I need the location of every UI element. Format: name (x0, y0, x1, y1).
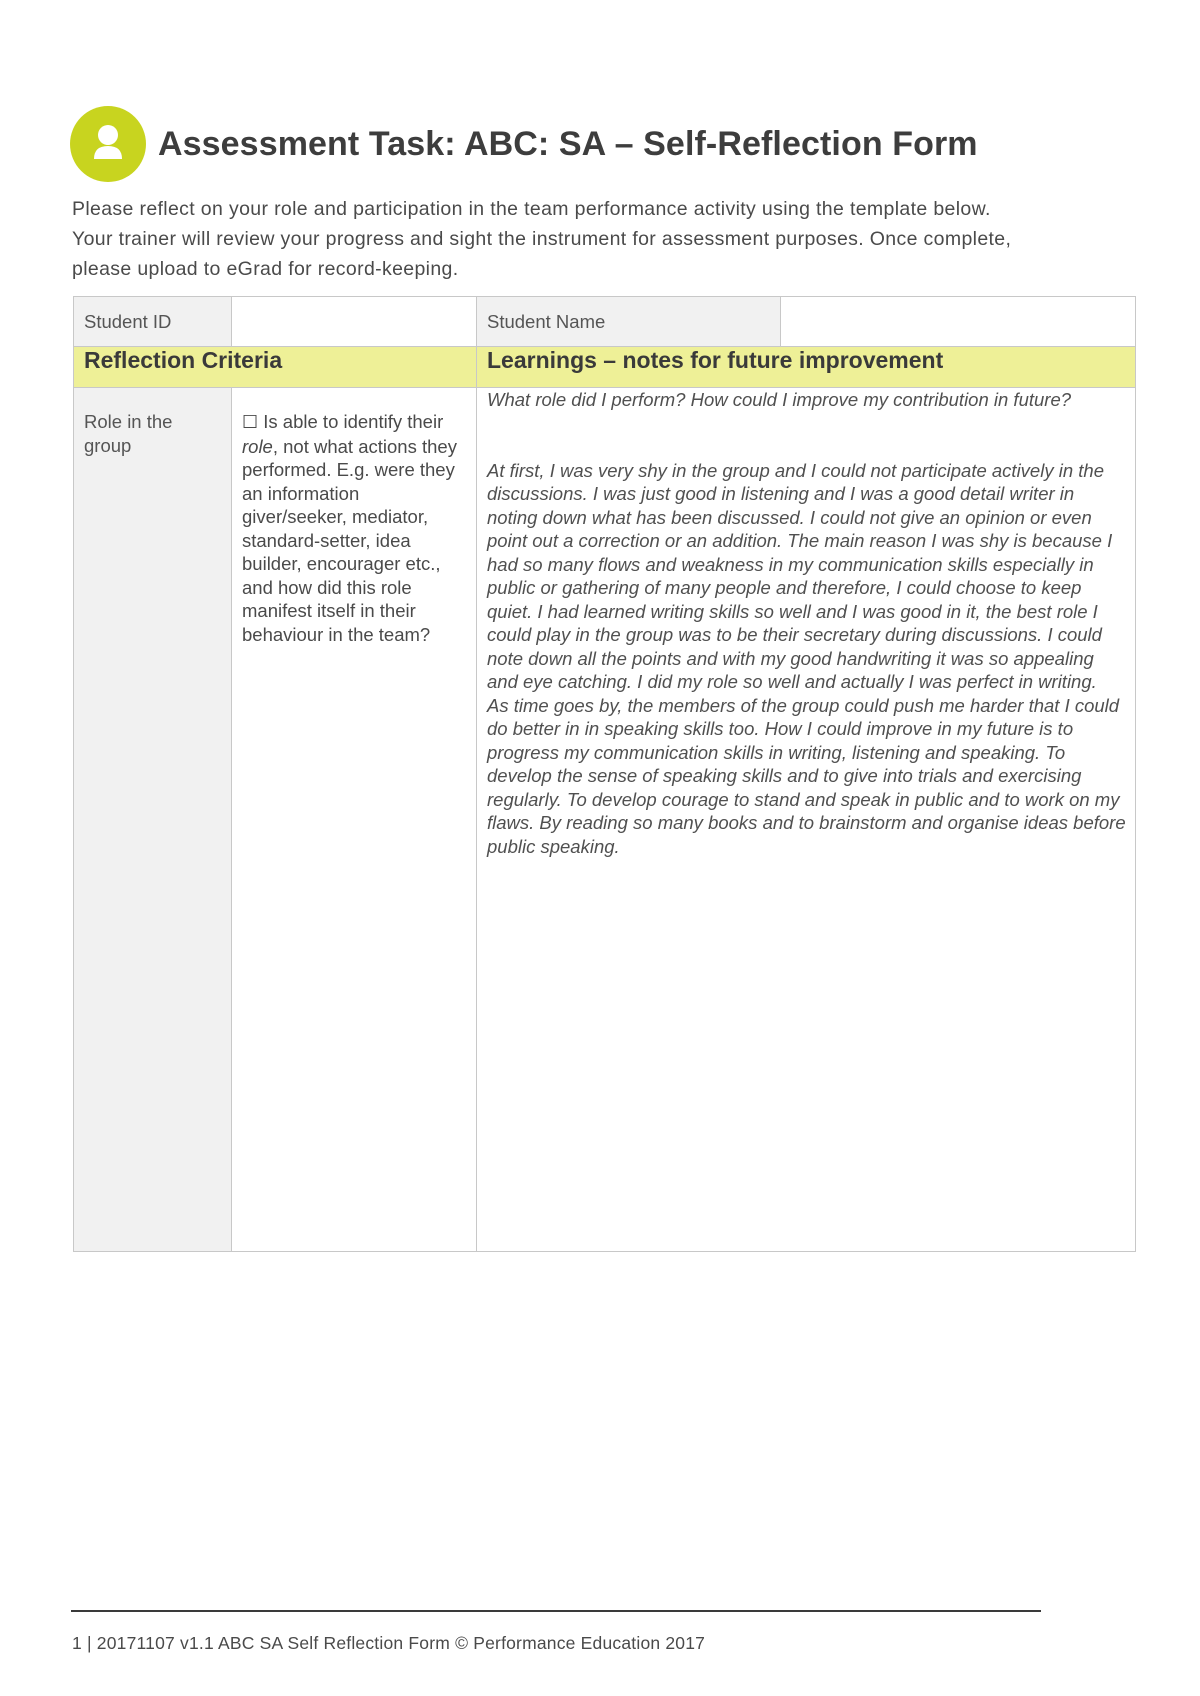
instructions-line: Please reflect on your role and participation in the team performance activity using the template below. (72, 198, 991, 220)
criteria-emphasis: role (242, 435, 273, 457)
person-icon (70, 106, 146, 182)
role-criteria (232, 388, 477, 1252)
response-paragraph: At first, I was very shy in the group and I could not participate actively in the discussions. I was just good in listening and I was a good detail writer in noting down what has been discussed. I could not give an opinion or even point out a correction or an addition. The main reason I was shy is because I had so many flows and weakness in my communication skills especially in public or gathering of many people and therefore, I could choose to keep quiet. I had learned writing skills so well and I was good in it, the best role I could play in the group was to be their secretary during discussions. I could note down all the points and with my good handwriting it was so appealing and eye catching. I did my role so well and actually I was perfect in writing. (487, 459, 1113, 692)
footer-divider (71, 1610, 1041, 1612)
page-title: Assessment Task: ABC: SA – Self-Reflection Form (158, 124, 978, 163)
learnings-notes-field[interactable] (477, 388, 1136, 1252)
response-paragraph: As time goes by, the members of the group could push me harder that I could do better in in speaking skills too. How I could improve in my future is to progress my communication skills in writing, listening and speaking. To develop the sense of speaking skills and to give into trials and exercising regularly. To develop courage to stand and speak in public and to work on my flaws. By reading so many books and to brainstorm and organise ideas before public speaking. (487, 694, 1126, 857)
reflection-criteria-heading: Reflection Criteria (74, 347, 477, 388)
section-header-row (74, 347, 1136, 388)
student-name-label: Student Name (477, 297, 781, 347)
instructions (72, 194, 1142, 284)
page-header (70, 106, 978, 182)
reflection-prompt: What role did I perform? How could I improve my contribution in future? (487, 389, 1072, 410)
student-info-row (74, 297, 1136, 347)
instructions-line: Your trainer will review your progress and sight the instrument for assessment purposes. Once complete, (72, 228, 1012, 250)
instructions-line: please upload to eGrad for record-keeping. (72, 258, 459, 280)
reflection-form-table (73, 296, 1136, 1252)
learnings-heading: Learnings – notes for future improvement (477, 347, 1136, 388)
footer: 1 | 20171107 v1.1 ABC SA Self Reflection Form © Performance Education 2017 (72, 1633, 706, 1653)
checkbox[interactable]: ☐ (242, 412, 259, 432)
role-label: Role in the group (74, 388, 232, 1252)
role-row (74, 388, 1136, 1252)
criteria-text: , not what actions they performed. E.g. were they an information giver/seeker, mediator, standard-setter, idea builder, encourager etc., and how did this role manifest itself in their behaviour in the team? (242, 435, 457, 645)
student-id-label: Student ID (74, 297, 232, 347)
student-id-field[interactable] (232, 297, 477, 347)
criteria-text: Is able to identify their (258, 411, 444, 432)
student-name-field[interactable] (781, 297, 1136, 347)
